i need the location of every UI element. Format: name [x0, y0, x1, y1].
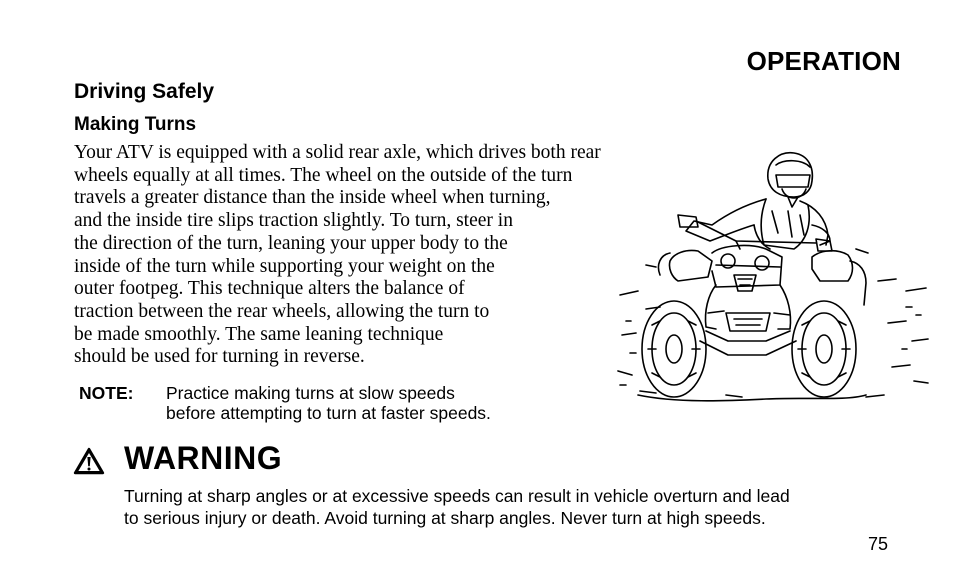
warning-line: Turning at sharp angles or at excessive speeds can result in vehicle overturn and lead: [124, 486, 790, 506]
note-label: NOTE:: [79, 383, 134, 403]
body-line: the direction of the turn, leaning your upper body to the: [74, 232, 508, 254]
body-line: travels a greater distance than the inside wheel when turning,: [74, 187, 551, 209]
page-number: 75: [867, 534, 888, 554]
atv-rider-illustration: [616, 145, 932, 405]
warning-text: [124, 486, 790, 529]
body-line: and the inside tire slips traction slightly. To turn, steer in: [74, 210, 513, 232]
subheading-making-turns: Making Turns: [74, 114, 197, 135]
note-line: before attempting to turn at faster speeds.: [166, 403, 491, 423]
warning-triangle-icon: [73, 447, 105, 475]
note-line: Practice making turns at slow speeds: [166, 383, 455, 403]
body-line: Your ATV is equipped with a solid rear axle, which drives both rear: [74, 142, 601, 163]
body-line: traction between the rear wheels, allowing the turn to: [74, 300, 490, 322]
warning-line: to serious injury or death. Avoid turning at sharp angles. Never turn at high speeds.: [124, 507, 766, 528]
warning-title: WARNING: [124, 440, 283, 476]
body-line: should be used for turning in reverse.: [74, 346, 365, 368]
note-text: [166, 383, 491, 423]
body-paragraph: [74, 142, 601, 369]
section-header: OPERATION: [746, 46, 901, 76]
body-line: be made smoothly. The same leaning technique: [74, 323, 444, 345]
body-line: wheels equally at all times. The wheel on the outside of the turn: [74, 164, 573, 186]
body-line: outer footpeg. This technique alters the balance of: [74, 278, 465, 300]
body-line: inside of the turn while supporting your weight on the: [74, 255, 495, 277]
heading-driving-safely: Driving Safely: [74, 80, 215, 103]
